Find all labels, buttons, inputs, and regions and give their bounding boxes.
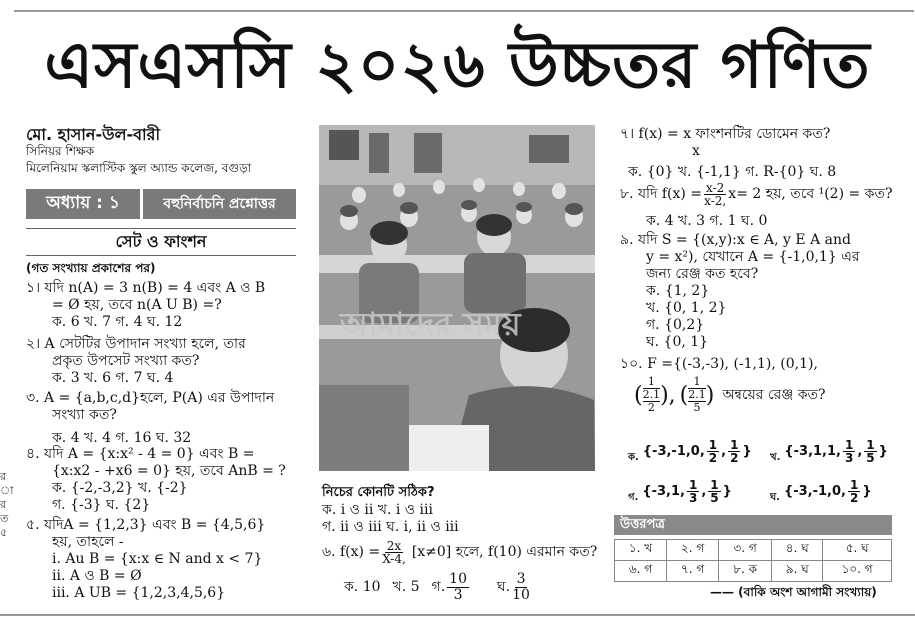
q9-option-ga: গ. {0,2} — [646, 317, 705, 333]
author-school: মিলেনিয়াম স্কলাস্টিক স্কুল অ্যান্ড কলেজ, বগুড়া — [26, 161, 252, 175]
frac — [707, 439, 719, 464]
frac — [728, 439, 740, 464]
q6-option-gha: ঘ. — [497, 579, 511, 595]
n: 1 — [866, 438, 875, 452]
q10-frac2 — [688, 376, 706, 414]
q6-option-ga: গ. — [431, 579, 446, 595]
question-options: ক. {0} খ. {-1,1} গ. R-{0} ঘ. 8 — [628, 164, 837, 180]
q9-option-kha: খ. {0, 1, 2} — [646, 300, 727, 316]
fraction-den: 3 — [453, 587, 463, 603]
edge-char: র — [0, 470, 7, 483]
fraction-den: 10 — [512, 587, 530, 603]
n: 1 — [849, 478, 859, 492]
question-4 — [26, 446, 286, 514]
answer-table — [614, 539, 892, 582]
question-6 — [322, 540, 597, 565]
answer-cell: ৫. ঘ — [823, 540, 892, 561]
chapter-type: বহুনির্বাচনি প্রশ্নোত্তর — [143, 189, 296, 219]
answer-cell: ৪. ঘ — [772, 540, 823, 561]
question-2 — [26, 336, 246, 387]
question-text: সংখ্যা কত? — [52, 407, 117, 423]
d: 3 — [844, 451, 854, 465]
answer-cell: ১. খ — [615, 540, 667, 561]
question-text: ২। A সেটটির উপাদান সংখ্যা হলে, তার — [26, 336, 246, 352]
answer-cell: ৯. ঘ — [772, 561, 823, 582]
exam-hall-photo — [319, 125, 595, 471]
question-8 — [620, 182, 892, 207]
q6-denominator: X-4, — [382, 552, 406, 566]
continuation-note: (গত সংখ্যায় প্রকাশের পর) — [26, 261, 156, 275]
fraction-num: 3 — [516, 571, 526, 587]
mid-option-line: ক. i ও ii খ. i ও iii — [322, 502, 433, 518]
q10-choice-ga: গ. {-3,1, $\frac{1}{3}$ , $\frac{1}{5}$ } — [628, 478, 732, 505]
question-text: প্রকৃত উপসেট সংখ্যা কত? — [52, 353, 200, 369]
q9-option-gha: ঘ. {0, 1} — [646, 334, 709, 350]
author-name: মো. হাসান-উল-বারী — [26, 125, 161, 144]
edge-char: ত — [0, 512, 9, 525]
frac — [708, 479, 720, 504]
table-row — [615, 540, 892, 561]
mid-option-line: গ. ii ও iii ঘ. i, ii ও iii — [322, 519, 459, 535]
question-text: হয়, তাহলে - — [52, 534, 124, 550]
question-10-line1: ১০. F ={(-3,-3), (-1,1), (0,1), — [620, 356, 818, 372]
q10-suffix: অন্বয়ের রেঞ্জ কত? — [722, 386, 826, 403]
left-edge-fragments — [0, 470, 14, 540]
table-row — [615, 561, 892, 582]
top-rule — [14, 10, 914, 12]
n: 1 — [710, 478, 719, 492]
mid-options — [322, 502, 459, 536]
chapter-label: অধ্যায় : ১ — [26, 189, 140, 219]
choice-label: খ. — [770, 452, 781, 463]
choice-text: {-3,1,1, — [784, 444, 841, 459]
question-1 — [26, 280, 265, 331]
question-9 — [620, 232, 860, 351]
q10-frac1 — [643, 376, 661, 414]
answer-cell: ৭. গ — [667, 561, 719, 582]
frac — [843, 439, 855, 464]
mid-question-title: নিচের কোনটি সঠিক? — [322, 485, 435, 500]
frac-top: 1 — [647, 375, 655, 388]
q6-ga-fraction — [447, 572, 469, 603]
frac-bot: 2 — [647, 401, 655, 414]
q6-gha-fraction — [512, 572, 530, 603]
frac-top: 1 — [693, 375, 701, 388]
edge-char: ৫ — [0, 526, 8, 539]
n: 1 — [708, 438, 718, 452]
question-options: গ. {-3} ঘ. {2} — [52, 497, 151, 513]
choice-text: {-3,-1,0, — [642, 444, 705, 459]
q6-fraction — [382, 540, 406, 565]
q6-prefix: ৬. f(x) = — [322, 544, 381, 560]
photo-illustration — [319, 125, 595, 471]
q8-fraction — [704, 182, 726, 207]
d: 5 — [866, 451, 875, 465]
q6-option-kha: খ. 5 — [392, 579, 420, 595]
continued-note: —— (বাকি অংশ আগামী সংখ্যায়) — [710, 585, 877, 599]
q8-options: ক. 4 খ. 3 গ. 1 ঘ. 0 — [646, 213, 768, 229]
question-text: ৯. যদি S = {(x,y):x ∈ A, y E A and — [620, 232, 851, 248]
frac-bot: 5 — [693, 401, 701, 414]
answer-cell: ১০. গ — [823, 561, 892, 582]
question-text: {x:x2 - +x6 = 0} হয়, তবে AnB = ? — [52, 463, 286, 479]
bottom-rule — [0, 614, 915, 616]
choice-text: {-3,1, — [642, 484, 685, 499]
q8-numerator: x-2 — [706, 181, 725, 195]
q10-choice-ka: ক. {-3,-1,0, $\frac{1}{2}$ , $\frac{1}{2}$ } — [628, 438, 752, 465]
q9-option-ka: ক. {1, 2} — [646, 283, 710, 299]
question-7 — [620, 126, 836, 181]
q10-choice-kha: খ. {-3,1,1, $\frac{1}{3}$ , $\frac{1}{5}$ } — [770, 438, 888, 465]
d: 2 — [708, 451, 718, 465]
question-text: ১। যদি n(A) = 3 n(B) = 4 এবং A ও B — [26, 280, 266, 296]
question-text: ৩. A = {a,b,c,d}হলে, P(A) এর উপাদান — [26, 390, 275, 406]
frac — [864, 439, 876, 464]
statement-ii: ii. A ও B = Ø — [52, 568, 142, 584]
statement-i: i. Au B = {x:x ∈ N and x < 7} — [52, 551, 263, 567]
page-title: এসএসসি ২০২৬ উচ্চতর গণিত — [44, 29, 871, 103]
question-text: = Ø হয়, তবে n(A U B) =? — [52, 297, 222, 313]
q8-denominator: x-2, — [704, 194, 727, 208]
n: 1 — [844, 438, 854, 452]
question-3 — [26, 390, 274, 447]
frac-mid: 2.1 — [688, 388, 706, 401]
question-options: ক. 4 খ. 4 গ. 16 ঘ. 32 — [52, 430, 192, 446]
n: 1 — [730, 438, 739, 452]
answer-cell: ৮. ক — [719, 561, 772, 582]
answer-sheet-heading: উত্তরপত্র — [614, 515, 892, 535]
d: 3 — [688, 491, 698, 505]
edge-char: র — [0, 498, 7, 511]
q6-option-ka: ক. 10 — [344, 579, 381, 595]
q8-suffix: x= 2 হয়, তবে ¹(2) = কত? — [728, 186, 893, 202]
question-text: ৭। f(x) = x ফাংশনটির ডোমেন কত? — [620, 126, 831, 142]
choice-text: {-3,-1,0, — [783, 484, 846, 499]
topic-heading: সেট ও ফাংশন — [26, 228, 296, 256]
question-options: ক. 3 খ. 6 গ. 7 ঘ. 4 — [52, 370, 174, 386]
chapter-bar — [26, 189, 296, 219]
question-options: ক. 6 খ. 7 গ. 4 ঘ. 12 — [52, 314, 183, 330]
frac — [848, 479, 860, 504]
statement-iii: iii. A UB = {1,2,3,4,5,6} — [52, 585, 226, 601]
q6-numerator: 2x — [386, 539, 402, 553]
fraction-num: 10 — [449, 571, 467, 587]
answer-cell: ২. গ — [667, 540, 719, 561]
q10-choice-gha: ঘ. {-3,-1,0, $\frac{1}{2}$ } — [770, 478, 872, 505]
n: 1 — [688, 478, 698, 492]
choice-label: ঘ. — [770, 492, 780, 503]
d: 2 — [730, 451, 739, 465]
question-text: x — [692, 143, 700, 159]
edge-char: া — [0, 484, 14, 497]
answer-cell: ৩. গ — [719, 540, 772, 561]
q8-prefix: ৮. যদি f(x) = — [620, 186, 703, 202]
question-text: ৫. যদিA = {1,2,3} এবং B = {4,5,6} — [26, 517, 266, 533]
question-5 — [26, 517, 265, 602]
question-text: ৪. যদি A = {x:x² - 4 = 0} এবং B = — [26, 446, 255, 462]
d: 2 — [849, 491, 859, 505]
choice-label: ক. — [628, 452, 639, 463]
question-text: জন্য রেঞ্জ কত হবে? — [646, 266, 759, 282]
d: 5 — [710, 491, 719, 505]
question-6-options — [344, 572, 532, 603]
watermark-logo: আমাদের সময় — [340, 305, 521, 343]
question-options: ক. {-2,-3,2} খ. {-2} — [52, 480, 188, 496]
choice-label: গ. — [628, 492, 639, 503]
author-role: সিনিয়র শিক্ষক — [26, 144, 95, 158]
q6-suffix: [x≠0] হলে, f(10) এরমান কত? — [411, 544, 598, 560]
frac — [687, 479, 699, 504]
answer-cell: ৬. গ — [615, 561, 667, 582]
question-10-line2: ( 1 2.1 2 ), ( 1 2.1 5 ) অন্বয়ের রেঞ্জ কত? — [634, 375, 826, 414]
frac-mid: 2.1 — [642, 388, 661, 401]
question-text: y = x²), যেখানে A = {-1,0,1} এর — [646, 249, 860, 265]
